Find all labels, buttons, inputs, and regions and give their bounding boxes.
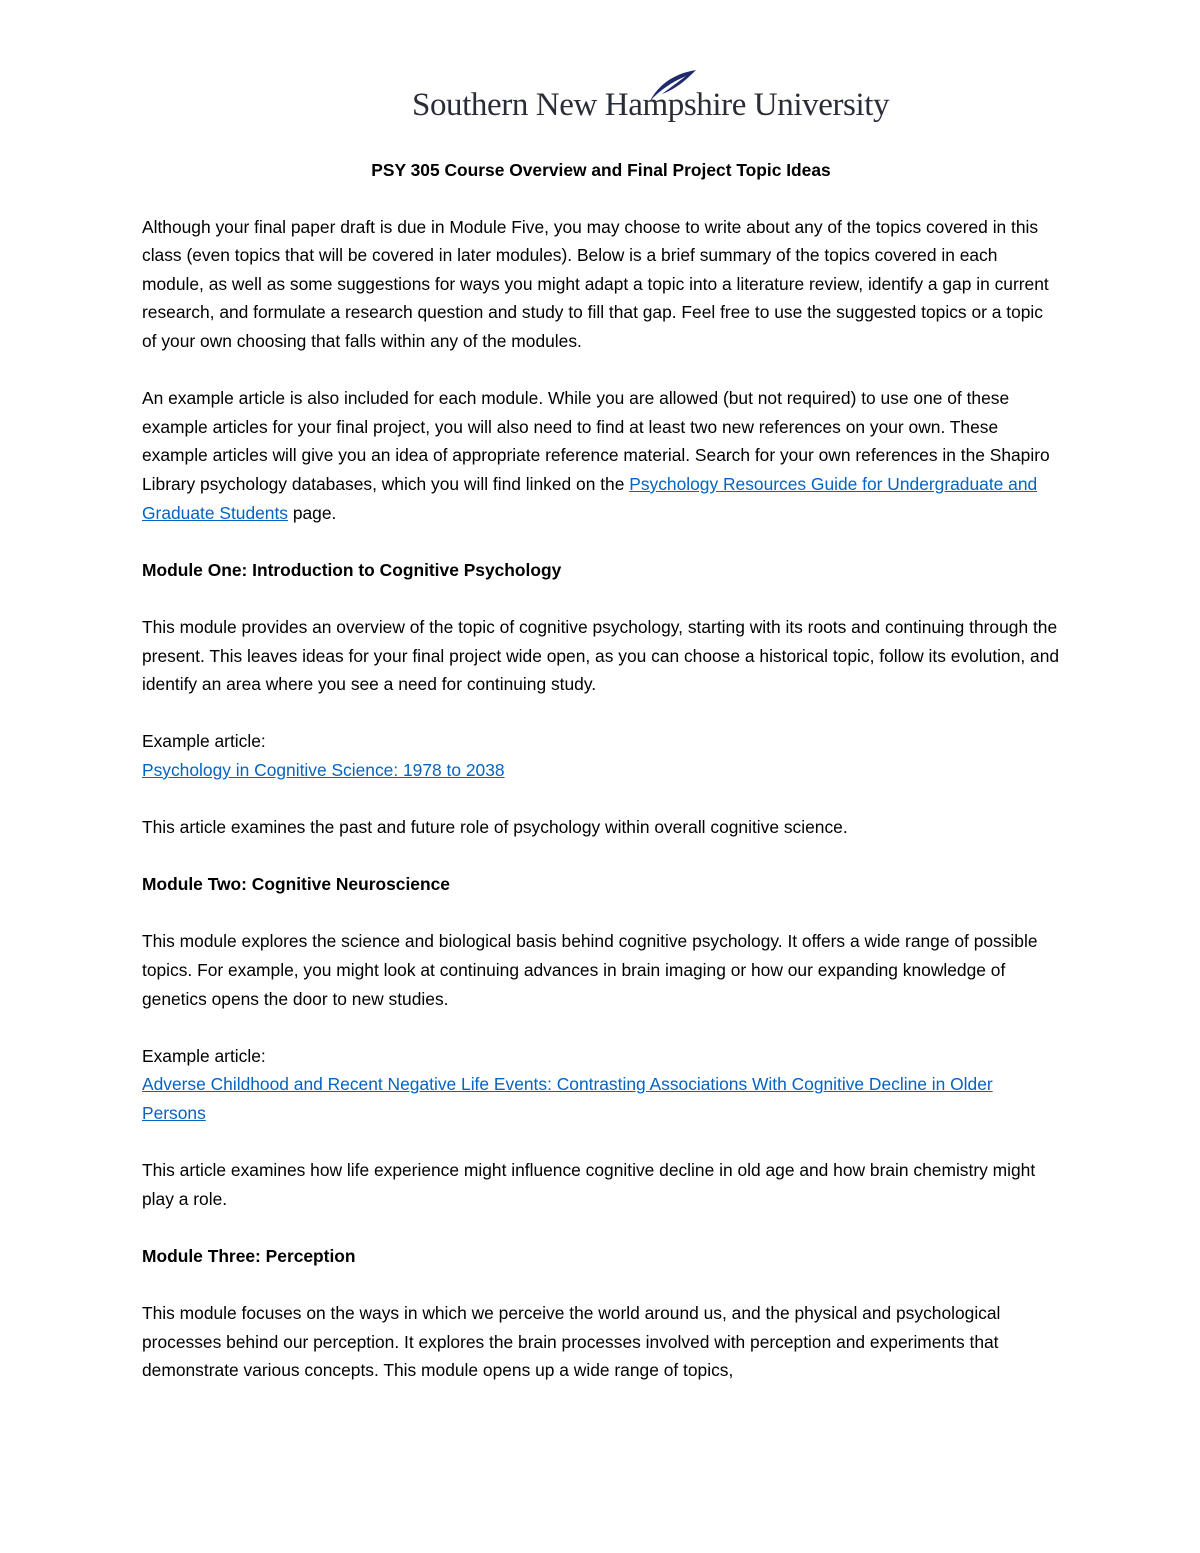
module-one-example-link[interactable]: Psychology in Cognitive Science: 1978 to 2038	[142, 759, 505, 780]
module-two-example-summary: This article examines how life experience might influence cognitive decline in old age and how brain chemistry might play a role.	[142, 1160, 1036, 1209]
psychology-resources-guide-link[interactable]: Psychology Resources Guide for Undergraduate and Graduate Students	[142, 473, 1038, 523]
module-two-description: This module explores the science and biological basis behind cognitive psychology. It offers a wide range of possible topics. For example, you might look at continuing advances in brain imaging or how our expanding knowledge of genetics opens the door to new studies.	[142, 931, 1038, 1009]
leaf-logo-icon	[648, 68, 698, 102]
module-one-description: This module provides an overview of the topic of cognitive psychology, starting with its roots and continuing through the present. This leaves ideas for your final project wide open, as you can choose a historical topic, follow its evolution, and identify an area where you see a need for continuing study.	[142, 616, 1060, 695]
module-one-example-label: Example article:	[142, 731, 266, 752]
module-three-heading: Module Three: Perception	[142, 1245, 356, 1266]
logo-text: Southern New Hampshire University	[412, 87, 890, 123]
module-one-example-summary: This article examines the past and future role of psychology within overall cognitive science.	[142, 817, 848, 838]
module-two-heading: Module Two: Cognitive Neuroscience	[142, 874, 450, 895]
intro-paragraph-1: Although your final paper draft is due in Module Five, you may choose to write about any of the topics covered in this class (even topics that will be covered in later modules). Below is a brief summary of the topics covered in each module, as well as some suggestions for ways you might adapt a topic into a literature review, identify a gap in current research, and formulate a research question and study to fill that gap. Feel free to use the suggested topics or a topic of your own choosing that falls within any of the modules.	[142, 216, 1049, 351]
module-two-example-label: Example article:	[142, 1045, 266, 1066]
intro-paragraph-2-text: An example article is also included for each module. While you are allowed (but not required) to use one of these example articles for your final project, you will also need to find at least two new references on your own. These example articles will give you an idea of appropriate reference material. Search for your own references in the Shapiro Library psychology databases, which you will find linked on the	[142, 388, 1050, 494]
module-three-description: This module focuses on the ways in which we perceive the world around us, and the physical and psychological processes behind our perception. It explores the brain processes involved with perception and experiments that demonstrate various concepts. This module opens up a wide range of topics,	[142, 1303, 1001, 1381]
document-title: PSY 305 Course Overview and Final Project Topic Ideas	[371, 160, 831, 180]
module-one-heading: Module One: Introduction to Cognitive Psychology	[142, 559, 562, 580]
module-two-example-link[interactable]: Adverse Childhood and Recent Negative Life Events: Contrasting Associations With Cognitive Decline in Older Persons	[142, 1074, 993, 1123]
university-logo	[412, 68, 889, 130]
document-body	[142, 156, 1060, 1414]
intro-paragraph-2	[142, 384, 1060, 527]
intro-paragraph-2-end: page.	[288, 502, 337, 523]
